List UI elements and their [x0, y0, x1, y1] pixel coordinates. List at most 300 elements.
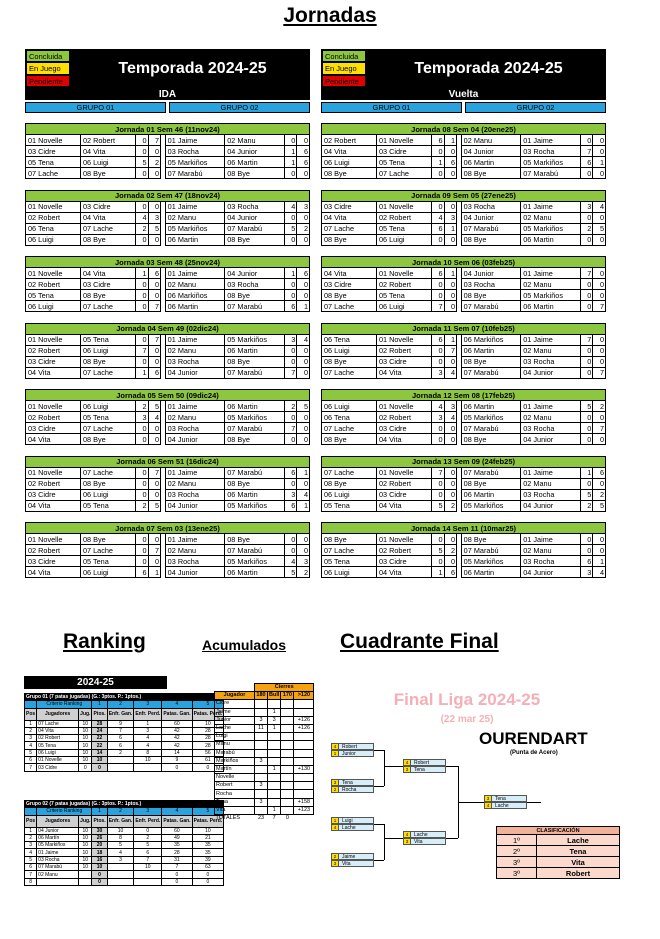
player-name: Robert	[215, 782, 255, 790]
legend-pendiente: Pendiente	[26, 75, 70, 87]
match-player: 02 Robert	[26, 345, 81, 356]
ranking-cell: 0	[192, 764, 224, 771]
ranking-cell	[79, 871, 92, 878]
match-score: 0	[135, 334, 148, 345]
match-score: 0	[593, 290, 606, 301]
match-row	[322, 345, 606, 356]
match-player: 03 Rocha	[521, 556, 581, 567]
jornada-title: Jornada 04 Sem 49 (02dic24)	[26, 323, 310, 334]
match-player: 08 Bye	[80, 168, 135, 179]
cierres-cell	[268, 733, 281, 741]
match-player: 02 Robert	[322, 135, 377, 146]
match-player: 02 Manu	[165, 545, 225, 556]
match-score: 1	[148, 567, 161, 578]
match-score: 0	[297, 290, 310, 301]
ranking-cell	[107, 871, 134, 878]
cierres-cell	[281, 757, 294, 765]
match-score: 5	[297, 401, 310, 412]
match-player: 04 Vita	[26, 367, 81, 378]
match-player: 01 Novelle	[26, 135, 81, 146]
cierres-cell: +126	[294, 716, 314, 724]
match-player: 05 Markiños	[165, 223, 225, 234]
bracket-entry	[331, 853, 374, 860]
match-score: 0	[593, 146, 606, 157]
match-score: 0	[580, 212, 593, 223]
match-player: 06 Martin	[225, 401, 285, 412]
match-score: 0	[297, 234, 310, 245]
ranking-cell: 35	[192, 842, 224, 849]
match-score: 4	[593, 567, 606, 578]
phase-label: Vuelta	[321, 89, 606, 100]
match-player: 01 Novelle	[26, 467, 81, 478]
jornada-block	[25, 323, 310, 379]
match-row	[26, 168, 310, 179]
jornada-header-row	[322, 323, 606, 334]
criteria-spacer	[25, 808, 37, 815]
ranking-cell	[107, 757, 134, 764]
organizer-subtitle: (Punta de Acero)	[510, 750, 558, 756]
jornada-title: Jornada 05 Sem 50 (09dic24)	[26, 390, 310, 401]
cierres-header: >120	[294, 692, 314, 700]
totals-cell: 23	[257, 815, 265, 822]
ranking-cell: 3	[25, 735, 37, 742]
match-row	[26, 567, 310, 578]
season-title: Temporada 2024-25	[414, 60, 563, 77]
ranking-cell: 4	[25, 849, 37, 856]
match-score: 0	[580, 434, 593, 445]
match-score: 5	[580, 489, 593, 500]
match-player: 08 Bye	[225, 234, 285, 245]
match-row	[26, 334, 310, 345]
jornada-title: Jornada 10 Sem 06 (03feb25)	[322, 257, 606, 268]
ranking-cell: 7	[107, 727, 134, 734]
match-player: 03 Cidre	[26, 423, 81, 434]
match-player: 07 Marabú	[461, 223, 521, 234]
match-score: 0	[431, 434, 444, 445]
match-score: 6	[297, 157, 310, 168]
ranking-cell: 10	[107, 827, 134, 834]
match-score: 4	[297, 334, 310, 345]
match-player: 05 Tena	[26, 290, 81, 301]
cierres-row	[215, 765, 314, 773]
ranking-cell: 8	[25, 878, 37, 885]
player-name: 01 Jaime	[37, 849, 79, 856]
player-name: 05 Tena	[37, 742, 79, 749]
ranking-cell: 49	[162, 834, 192, 841]
match-score: 0	[444, 423, 457, 434]
match-player: 03 Cidre	[376, 146, 431, 157]
match-score: 0	[148, 434, 161, 445]
ranking-cell: 0	[162, 764, 192, 771]
match-player: 02 Robert	[376, 545, 431, 556]
cierres-cell: 11	[255, 724, 268, 732]
ranking-cell: 10	[79, 842, 92, 849]
match-player: 07 Lache	[80, 423, 135, 434]
bracket-entry	[484, 795, 527, 802]
match-player: 08 Bye	[225, 534, 285, 545]
bracket-player: Robert	[414, 760, 430, 766]
match-player: 06 Martin	[165, 301, 225, 312]
match-player: 02 Robert	[26, 212, 81, 223]
ranking-cell: 5	[25, 749, 37, 756]
match-score: 0	[431, 356, 444, 367]
match-player: 06 Martin	[461, 489, 521, 500]
match-score: 0	[593, 345, 606, 356]
ranking-cell: 9	[107, 720, 134, 727]
ranking-header-row	[25, 708, 224, 720]
match-score: 0	[284, 279, 297, 290]
ranking-table-group-02	[24, 800, 224, 886]
ranking-cell: 0	[134, 827, 162, 834]
match-player: 08 Bye	[461, 290, 521, 301]
ranking-header: Patas. Perd.	[192, 815, 224, 827]
cierres-cell	[294, 790, 314, 798]
match-score: 0	[444, 234, 457, 245]
ranking-cell: 22	[92, 742, 107, 749]
match-score: 2	[444, 500, 457, 511]
match-row	[322, 290, 606, 301]
match-player: 04 Junior	[165, 567, 225, 578]
criteria-number: 5	[192, 808, 224, 815]
match-score: 0	[297, 168, 310, 179]
bracket-seed: 4	[332, 744, 339, 749]
jornada-title: Jornada 06 Sem 51 (16dic24)	[26, 456, 310, 467]
match-player: 02 Manu	[521, 279, 581, 290]
cierres-row	[215, 798, 314, 806]
jornada-table	[25, 389, 310, 445]
match-score: 0	[148, 489, 161, 500]
cierres-cell: 1	[268, 806, 281, 814]
match-player: 07 Lache	[80, 301, 135, 312]
match-player: 01 Novelle	[376, 534, 431, 545]
ranking-table-group-01	[24, 693, 224, 772]
match-score: 2	[135, 401, 148, 412]
match-score: 0	[431, 290, 444, 301]
match-score: 0	[431, 423, 444, 434]
match-player: 04 Vita	[322, 146, 377, 157]
match-player: 02 Manu	[165, 478, 225, 489]
match-player: 07 Marabú	[225, 367, 285, 378]
cierres-cell	[281, 700, 294, 708]
jornada-header-row	[322, 456, 606, 467]
ranking-header: Enfr. Perd.	[134, 815, 162, 827]
bracket-seed: 4	[404, 832, 411, 837]
match-row	[322, 500, 606, 511]
player-name: Rocha	[215, 790, 255, 798]
match-row	[322, 223, 606, 234]
bracket-match	[403, 831, 446, 845]
match-score: 0	[580, 478, 593, 489]
match-score: 0	[580, 412, 593, 423]
match-player: 04 Vita	[80, 212, 135, 223]
match-score: 0	[431, 146, 444, 157]
match-score: 0	[593, 234, 606, 245]
cierres-cell	[281, 716, 294, 724]
ranking-cell: 4	[107, 849, 134, 856]
criteria-number: 4	[162, 701, 192, 708]
jornada-table	[321, 256, 606, 312]
match-score: 0	[297, 545, 310, 556]
match-player: 08 Bye	[461, 434, 521, 445]
match-player: 02 Manu	[225, 135, 285, 146]
match-player: 06 Martin	[521, 234, 581, 245]
match-score: 4	[431, 212, 444, 223]
match-score: 0	[580, 234, 593, 245]
match-player: 01 Jaime	[521, 467, 581, 478]
ranking-cell: 8	[107, 834, 134, 841]
ranking-cell: 10	[92, 757, 107, 764]
cierres-header: 180	[256, 692, 266, 699]
match-score: 3	[444, 401, 457, 412]
match-row	[322, 356, 606, 367]
cierres-cell	[268, 798, 281, 806]
match-score: 4	[444, 412, 457, 423]
player-name: 04 Vita	[37, 727, 79, 734]
match-player: 06 Markiños	[461, 334, 521, 345]
player-name: Markiños	[215, 757, 255, 765]
match-score: 0	[593, 268, 606, 279]
cierres-cell	[255, 741, 268, 749]
cuadrante-heading: Cuadrante Final	[340, 630, 499, 653]
cierres-cell: 3	[255, 716, 268, 724]
bracket-seed: 4	[404, 760, 411, 765]
match-player: 05 Markiños	[521, 157, 581, 168]
ranking-cell: 10	[134, 864, 162, 871]
match-score: 0	[580, 290, 593, 301]
group-tabs	[321, 102, 606, 113]
ranking-cell: 28	[192, 742, 224, 749]
bracket-seed: 3	[485, 796, 492, 801]
match-row	[322, 567, 606, 578]
bracket-line	[374, 786, 384, 787]
jornada-block	[321, 456, 606, 512]
acumulados-panel	[214, 683, 314, 823]
cierres-cell: 1	[268, 724, 281, 732]
match-row	[322, 534, 606, 545]
criteria-number: 3	[134, 808, 162, 815]
cierres-row	[215, 708, 314, 716]
ranking-cell: 10	[79, 735, 92, 742]
match-player: 05 Markiños	[225, 412, 285, 423]
ranking-row	[25, 742, 224, 749]
match-score: 4	[431, 401, 444, 412]
match-player: 03 Rocha	[225, 279, 285, 290]
cierres-cell	[294, 708, 314, 716]
criteria-number: 1	[92, 808, 107, 815]
ranking-cell: 10	[79, 864, 92, 871]
match-player: 06 Martin	[461, 345, 521, 356]
jornada-header-row	[322, 124, 606, 135]
match-score: 0	[593, 478, 606, 489]
match-score: 3	[580, 201, 593, 212]
match-player: 03 Rocha	[521, 489, 581, 500]
match-player: 01 Jaime	[165, 401, 225, 412]
match-row	[26, 367, 310, 378]
bracket-match	[484, 795, 527, 809]
bracket-seed: 1	[332, 818, 339, 823]
ranking-group-01	[24, 693, 224, 772]
match-player: 03 Cidre	[26, 356, 81, 367]
ranking-cell: 10	[192, 720, 224, 727]
match-row	[26, 290, 310, 301]
ranking-header: Ptos.	[92, 708, 107, 720]
ranking-row	[25, 727, 224, 734]
jornada-table	[321, 389, 606, 445]
match-score: 3	[431, 412, 444, 423]
clasif-pos: 3º	[497, 857, 537, 868]
match-score: 1	[284, 146, 297, 157]
match-score: 7	[148, 334, 161, 345]
ranking-cell	[107, 764, 134, 771]
match-player: 03 Rocha	[165, 146, 225, 157]
match-score: 0	[580, 545, 593, 556]
jornada-block	[321, 190, 606, 246]
match-row	[26, 157, 310, 168]
jornada-block	[321, 389, 606, 445]
match-score: 0	[148, 534, 161, 545]
jornada-title: Jornada 01 Sem 46 (11nov24)	[26, 124, 310, 135]
match-player: 01 Novelle	[26, 534, 81, 545]
match-row	[322, 367, 606, 378]
match-score: 0	[135, 423, 148, 434]
match-player: 01 Jaime	[521, 268, 581, 279]
match-player: 02 Robert	[80, 135, 135, 146]
match-player: 01 Jaime	[165, 135, 225, 146]
match-row	[26, 545, 310, 556]
jornada-block	[25, 256, 310, 312]
match-score: 0	[284, 234, 297, 245]
match-player: 01 Jaime	[165, 201, 225, 212]
ranking-cell: 0	[79, 764, 92, 771]
match-player: 02 Robert	[376, 345, 431, 356]
totals-label: TOTALES	[215, 815, 241, 822]
player-name: 07 Lache	[37, 720, 79, 727]
match-score: 0	[135, 489, 148, 500]
bracket-player: Rocha	[342, 787, 357, 793]
jornada-table	[321, 456, 606, 512]
ranking-cell: 20	[92, 842, 107, 849]
match-score: 0	[148, 423, 161, 434]
bracket-line	[374, 824, 384, 825]
match-score: 0	[444, 168, 457, 179]
match-player: 08 Bye	[322, 356, 377, 367]
match-player: 06 Martin	[165, 234, 225, 245]
match-row	[322, 212, 606, 223]
jornada-header-row	[322, 257, 606, 268]
match-score: 0	[284, 412, 297, 423]
match-player: 05 Tena	[80, 556, 135, 567]
jornada-title: Jornada 09 Sem 05 (27ene25)	[322, 190, 606, 201]
match-row	[26, 534, 310, 545]
bracket-entry	[484, 802, 527, 809]
cierres-cell	[294, 749, 314, 757]
match-score: 0	[580, 345, 593, 356]
cierres-cell: 3	[255, 798, 268, 806]
match-player: 06 Markiños	[165, 290, 225, 301]
match-player: 06 Martin	[225, 489, 285, 500]
jornada-header-row	[26, 390, 310, 401]
cierres-cell: +126	[294, 724, 314, 732]
match-player: 02 Manu	[521, 412, 581, 423]
ranking-cell: 1	[25, 827, 37, 834]
match-player: 01 Novelle	[26, 401, 81, 412]
ranking-group-row	[25, 801, 224, 808]
match-player: 05 Tena	[322, 500, 377, 511]
match-player: 07 Marabú	[225, 467, 285, 478]
jornada-table	[25, 256, 310, 312]
match-score: 0	[444, 434, 457, 445]
match-score: 1	[444, 223, 457, 234]
match-player: 04 Junior	[225, 268, 285, 279]
match-player: 05 Markiños	[461, 412, 521, 423]
ranking-cell: 1	[134, 720, 162, 727]
match-row	[322, 234, 606, 245]
ranking-cell: 7	[162, 864, 192, 871]
match-score: 0	[148, 234, 161, 245]
match-score: 0	[431, 345, 444, 356]
ranking-row	[25, 864, 224, 871]
cierres-row	[215, 790, 314, 798]
match-score: 1	[284, 268, 297, 279]
match-score: 6	[148, 268, 161, 279]
match-score: 0	[593, 534, 606, 545]
legend-pendiente: Pendiente	[322, 75, 366, 87]
ranking-row	[25, 878, 224, 885]
ranking-cell: 1	[25, 720, 37, 727]
jornada-header-row	[26, 323, 310, 334]
match-player: 06 Luigi	[322, 157, 377, 168]
match-player: 05 Tena	[80, 412, 135, 423]
match-score: 0	[297, 434, 310, 445]
match-score: 0	[148, 279, 161, 290]
match-score: 0	[148, 478, 161, 489]
match-score: 0	[297, 212, 310, 223]
match-score: 5	[593, 223, 606, 234]
ranking-header: Pos	[25, 708, 37, 720]
match-row	[26, 478, 310, 489]
cierres-cell: 3	[255, 757, 268, 765]
group-02-label: GRUPO 02	[169, 102, 310, 113]
match-score: 0	[148, 168, 161, 179]
match-player: 07 Lache	[322, 423, 377, 434]
ranking-cell: 0	[192, 878, 224, 885]
match-score: 0	[431, 168, 444, 179]
ranking-header: Jugadores	[37, 815, 79, 827]
ranking-cell: 5	[107, 842, 134, 849]
jornada-title: Jornada 11 Sem 07 (10feb25)	[322, 323, 606, 334]
cierres-cell	[268, 741, 281, 749]
player-name: Jaime	[215, 708, 255, 716]
bracket-seed: 4	[485, 803, 492, 808]
match-player: 08 Bye	[322, 290, 377, 301]
match-player: 01 Jaime	[521, 401, 581, 412]
match-row	[26, 345, 310, 356]
match-player: 07 Marabú	[225, 423, 285, 434]
match-player: 02 Manu	[521, 478, 581, 489]
ranking-cell: 28	[192, 735, 224, 742]
ranking-cell: 4	[134, 742, 162, 749]
ranking-cell: 10	[79, 827, 92, 834]
match-player: 06 Luigi	[80, 157, 135, 168]
match-player: 08 Bye	[322, 234, 377, 245]
match-score: 6	[431, 334, 444, 345]
cierres-cell	[281, 733, 294, 741]
match-score: 0	[431, 489, 444, 500]
ranking-cell: 10	[79, 757, 92, 764]
ranking-cell	[107, 864, 134, 871]
match-score: 1	[297, 301, 310, 312]
match-row	[26, 356, 310, 367]
